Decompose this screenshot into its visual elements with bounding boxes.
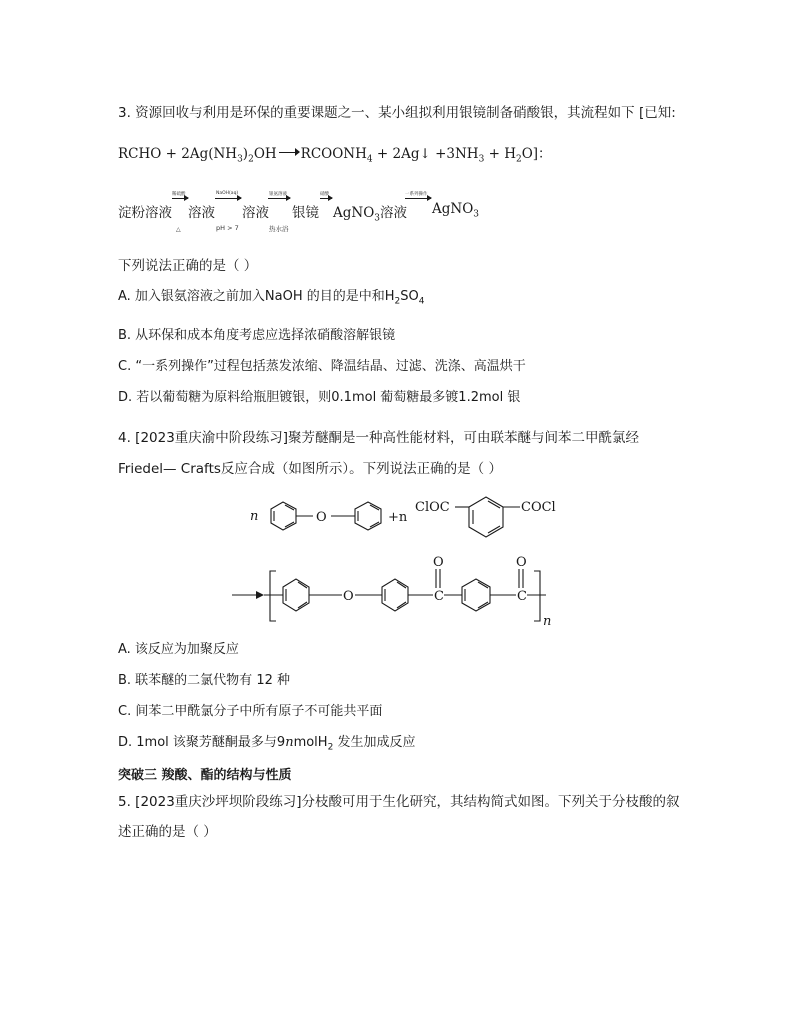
q5-stem-line2: 述正确的是（ ） [118, 824, 217, 840]
scheme-carbonyl-o-2: O [516, 555, 527, 570]
flow-silver-mirror: 银镜 [292, 205, 319, 221]
reaction-arrow [279, 148, 299, 158]
q3-stem-line2-equation: RCHO + $2Ag(NH_3)_2OH$ $RCOONH_4$ + 2Ag↓ $+3NH_3 + H_2O$]： [118, 146, 552, 165]
scheme-n-2: n [543, 614, 552, 629]
q4-option-b[interactable]: B. 联苯醚的二氯代物有 12 种 [118, 673, 290, 688]
q3-prompt: 下列说法正确的是（ ） [118, 258, 258, 274]
benzene-ring-2 [355, 502, 381, 530]
flow-arrow-2 [215, 198, 241, 199]
benzene-ring-5 [382, 579, 408, 611]
scheme-cocl: COCl [521, 500, 556, 515]
q4-option-a[interactable]: A. 该反应为加聚反应 [118, 642, 239, 657]
flow-arrow-1-bottom: △ [176, 226, 181, 233]
scheme-plus-n: +n [388, 510, 408, 525]
scheme-cloc: ClOC [415, 500, 450, 515]
flow-arrow-1-top: 稀硫酸 [172, 192, 186, 197]
q3-option-c[interactable]: C. “一系列操作”过程包括蒸发浓缩、降温结晶、过滤、洗涤、高温烘干 [118, 359, 526, 374]
flow-solution-3: 溶液 [242, 205, 269, 221]
q4-stem-line2: Friedel— Crafts反应合成（如图所示）。下列说法正确的是（ ） [118, 461, 502, 477]
flow-arrow-1 [172, 198, 188, 199]
q3-option-d[interactable]: D. 若以葡萄糖为原料给瓶胆镀银，则0.1mol 葡萄糖最多镀1.2mol 银 [118, 390, 521, 405]
q4-option-d[interactable]: D. 1mol 该聚芳醚酮最多与9nmolH$_2$ 发生加成反应 [118, 735, 416, 753]
q4-option-c[interactable]: C. 间苯二甲酰氯分子中所有原子不可能共平面 [118, 704, 383, 719]
q4-reaction-scheme [0, 485, 794, 635]
scheme-ether-o-2: O [343, 589, 354, 604]
q3-stem-line1: 3. 资源回收与利用是环保的重要课题之一、某小组拟利用银镜制备硝酸银，其流程如下 [已知: [118, 105, 676, 121]
q5-stem-line1: 5. [2023重庆沙坪坝阶段练习]分枝酸可用于生化研究，其结构简式如图。下列关于分枝酸的叙 [118, 794, 680, 810]
flow-agno3-product: AgNO$_3$ [432, 201, 480, 220]
flow-arrow-2-top: NaOH(aq) [216, 191, 239, 196]
scheme-ether-o-1: O [316, 510, 327, 525]
flow-starch-solution: 淀粉溶液 [118, 205, 172, 221]
flow-arrow-4-top: 硝酸 [320, 192, 329, 197]
flow-arrow-3 [268, 198, 290, 199]
flow-arrow-5 [405, 198, 431, 199]
flow-arrow-3-bottom: 热水浴 [269, 225, 289, 233]
scheme-carbonyl-c-2: C [517, 589, 527, 604]
flow-arrow-5-top: 一系列操作 [405, 192, 428, 197]
benzene-ring-4 [283, 579, 309, 611]
q3-option-a[interactable]: A. 加入银氨溶液之前加入NaOH 的目的是中和$H_2SO_4$ [118, 289, 425, 307]
scheme-n-1: n [250, 509, 259, 524]
q3-option-b[interactable]: B. 从环保和成本角度考虑应选择浓硝酸溶解银镜 [118, 328, 396, 343]
flow-arrow-3-top: 银氨溶液 [269, 192, 287, 197]
scheme-carbonyl-o-1: O [433, 555, 444, 570]
scheme-carbonyl-c-1: C [434, 589, 444, 604]
flow-arrow-2-bottom: pH > 7 [216, 224, 239, 232]
q4-stem-line1: 4. [2023重庆渝中阶段练习]聚芳醚酮是一种高性能材料，可由联苯醚与间苯二甲酰氯经 [118, 430, 640, 446]
benzene-ring-6 [462, 579, 490, 611]
flow-arrow-4 [320, 198, 332, 199]
benzene-ring-1 [271, 502, 296, 530]
benzene-ring-3 [469, 497, 503, 537]
flow-agno3-solution: AgNO$_3$溶液 [333, 205, 408, 224]
section-title: 突破三 羧酸、酯的结构与性质 [118, 768, 292, 783]
flow-solution-2: 溶液 [188, 205, 215, 221]
